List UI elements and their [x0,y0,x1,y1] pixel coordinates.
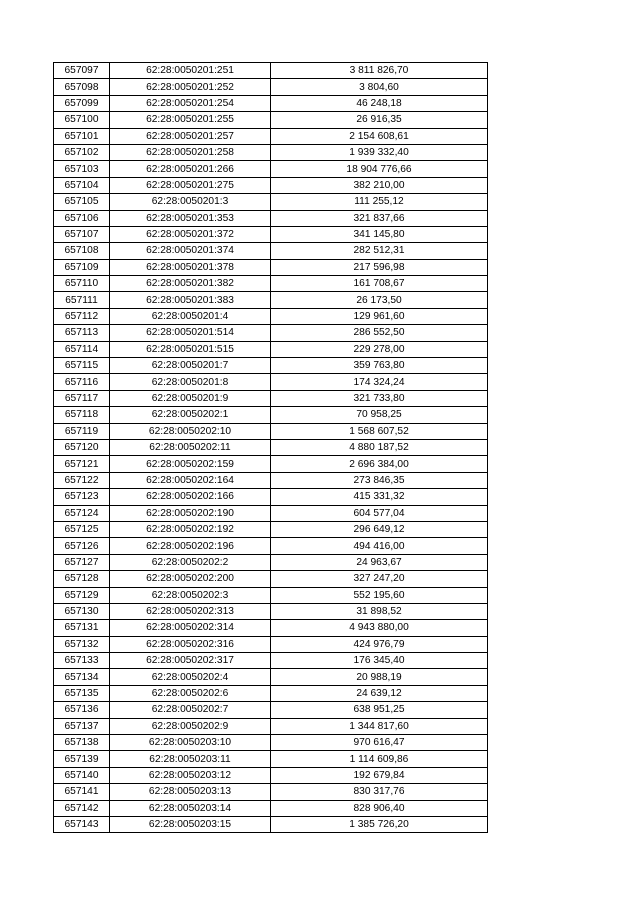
cadastral-number-cell: 62:28:0050203:12 [110,767,271,783]
table-row [54,669,488,685]
table-row [54,538,488,554]
cadastral-value-cell: 415 331,32 [271,489,488,505]
cadastral-value-cell: 321 733,80 [271,390,488,406]
cadastral-number-cell: 62:28:0050201:382 [110,276,271,292]
cadastral-value-cell: 70 958,25 [271,407,488,423]
cadastral-value-cell: 46 248,18 [271,95,488,111]
row-number-cell: 657099 [54,95,110,111]
cadastral-number-cell: 62:28:0050202:166 [110,489,271,505]
table-row [54,653,488,669]
row-number-cell: 657125 [54,521,110,537]
cadastral-number-cell: 62:28:0050201:372 [110,226,271,242]
row-number-cell: 657136 [54,702,110,718]
cadastral-value-cell: 327 247,20 [271,571,488,587]
cadastral-value-cell: 494 416,00 [271,538,488,554]
cadastral-number-cell: 62:28:0050202:316 [110,636,271,652]
row-number-cell: 657133 [54,653,110,669]
cadastral-value-cell: 2 154 608,61 [271,128,488,144]
table-row [54,521,488,537]
table-row [54,194,488,210]
cadastral-number-cell: 62:28:0050201:4 [110,308,271,324]
row-number-cell: 657105 [54,194,110,210]
row-number-cell: 657129 [54,587,110,603]
cadastral-number-cell: 62:28:0050201:254 [110,95,271,111]
cadastral-number-cell: 62:28:0050201:9 [110,390,271,406]
table-row [54,620,488,636]
cadastral-value-cell: 111 255,12 [271,194,488,210]
table-body [54,63,488,833]
row-number-cell: 657130 [54,603,110,619]
cadastral-number-cell: 62:28:0050201:275 [110,177,271,193]
table-row [54,735,488,751]
row-number-cell: 657097 [54,63,110,79]
cadastral-number-cell: 62:28:0050202:2 [110,554,271,570]
table-row [54,112,488,128]
cadastral-value-cell: 20 988,19 [271,669,488,685]
cadastral-number-cell: 62:28:0050202:3 [110,587,271,603]
cadastral-number-cell: 62:28:0050201:3 [110,194,271,210]
cadastral-number-cell: 62:28:0050203:10 [110,735,271,751]
table-row [54,571,488,587]
cadastral-number-cell: 62:28:0050203:15 [110,816,271,832]
table-row [54,292,488,308]
cadastral-value-cell: 1 568 607,52 [271,423,488,439]
cadastral-number-cell: 62:28:0050202:159 [110,456,271,472]
table-row [54,407,488,423]
row-number-cell: 657106 [54,210,110,226]
cadastral-value-cell: 828 906,40 [271,800,488,816]
cadastral-value-cell: 273 846,35 [271,472,488,488]
cadastral-value-cell: 24 639,12 [271,685,488,701]
cadastral-value-cell: 3 804,60 [271,79,488,95]
cadastral-value-cell: 1 939 332,40 [271,144,488,160]
table-row [54,390,488,406]
row-number-cell: 657141 [54,784,110,800]
cadastral-number-cell: 62:28:0050202:164 [110,472,271,488]
cadastral-number-cell: 62:28:0050202:4 [110,669,271,685]
cadastral-number-cell: 62:28:0050201:252 [110,79,271,95]
cadastral-value-cell: 296 649,12 [271,521,488,537]
cadastral-value-cell: 229 278,00 [271,341,488,357]
row-number-cell: 657116 [54,374,110,390]
cadastral-number-cell: 62:28:0050201:514 [110,325,271,341]
row-number-cell: 657124 [54,505,110,521]
row-number-cell: 657103 [54,161,110,177]
table-row [54,505,488,521]
table-row [54,718,488,734]
table-row [54,341,488,357]
cadastral-number-cell: 62:28:0050201:255 [110,112,271,128]
table-row [54,128,488,144]
cadastral-value-cell: 1 114 609,86 [271,751,488,767]
table-row [54,456,488,472]
row-number-cell: 657122 [54,472,110,488]
cadastral-value-cell: 3 811 826,70 [271,63,488,79]
table-row [54,95,488,111]
row-number-cell: 657098 [54,79,110,95]
row-number-cell: 657131 [54,620,110,636]
cadastral-value-cell: 970 616,47 [271,735,488,751]
cadastral-value-cell: 1 344 817,60 [271,718,488,734]
cadastral-number-cell: 62:28:0050201:8 [110,374,271,390]
row-number-cell: 657115 [54,358,110,374]
row-number-cell: 657107 [54,226,110,242]
cadastral-number-cell: 62:28:0050202:314 [110,620,271,636]
table-row [54,702,488,718]
cadastral-number-cell: 62:28:0050202:6 [110,685,271,701]
table-row [54,308,488,324]
cadastral-number-cell: 62:28:0050202:196 [110,538,271,554]
cadastral-value-cell: 830 317,76 [271,784,488,800]
cadastral-value-cell: 2 696 384,00 [271,456,488,472]
row-number-cell: 657119 [54,423,110,439]
row-number-cell: 657138 [54,735,110,751]
table-row [54,800,488,816]
table-row [54,259,488,275]
table-row [54,226,488,242]
cadastral-value-cell: 161 708,67 [271,276,488,292]
table-row [54,784,488,800]
table-row [54,161,488,177]
table-row [54,554,488,570]
table-row [54,243,488,259]
cadastral-number-cell: 62:28:0050202:1 [110,407,271,423]
table-row [54,439,488,455]
table-row [54,489,488,505]
row-number-cell: 657118 [54,407,110,423]
cadastral-value-cell: 341 145,80 [271,226,488,242]
cadastral-value-cell: 424 976,79 [271,636,488,652]
cadastral-value-cell: 217 596,98 [271,259,488,275]
cadastral-number-cell: 62:28:0050201:515 [110,341,271,357]
cadastral-value-cell: 638 951,25 [271,702,488,718]
cadastral-value-cell: 31 898,52 [271,603,488,619]
cadastral-value-cell: 26 916,35 [271,112,488,128]
cadastral-value-cell: 129 961,60 [271,308,488,324]
cadastral-value-cell: 1 385 726,20 [271,816,488,832]
cadastral-number-cell: 62:28:0050201:7 [110,358,271,374]
cadastral-number-cell: 62:28:0050202:313 [110,603,271,619]
cadastral-value-cell: 282 512,31 [271,243,488,259]
cadastral-value-cell: 176 345,40 [271,653,488,669]
row-number-cell: 657132 [54,636,110,652]
row-number-cell: 657110 [54,276,110,292]
table-row [54,325,488,341]
row-number-cell: 657127 [54,554,110,570]
cadastral-value-table [53,62,488,833]
row-number-cell: 657114 [54,341,110,357]
table-row [54,767,488,783]
table-row [54,358,488,374]
cadastral-value-cell: 552 195,60 [271,587,488,603]
cadastral-number-cell: 62:28:0050202:192 [110,521,271,537]
table-row [54,177,488,193]
cadastral-number-cell: 62:28:0050202:9 [110,718,271,734]
cadastral-value-cell: 18 904 776,66 [271,161,488,177]
cadastral-value-cell: 4 943 880,00 [271,620,488,636]
table-row [54,472,488,488]
table-row [54,685,488,701]
cadastral-value-cell: 26 173,50 [271,292,488,308]
row-number-cell: 657121 [54,456,110,472]
row-number-cell: 657117 [54,390,110,406]
row-number-cell: 657140 [54,767,110,783]
row-number-cell: 657101 [54,128,110,144]
row-number-cell: 657143 [54,816,110,832]
table-row [54,374,488,390]
row-number-cell: 657112 [54,308,110,324]
cadastral-number-cell: 62:28:0050201:257 [110,128,271,144]
cadastral-number-cell: 62:28:0050202:7 [110,702,271,718]
cadastral-number-cell: 62:28:0050202:190 [110,505,271,521]
cadastral-value-cell: 286 552,50 [271,325,488,341]
cadastral-value-cell: 4 880 187,52 [271,439,488,455]
row-number-cell: 657111 [54,292,110,308]
row-number-cell: 657126 [54,538,110,554]
row-number-cell: 657139 [54,751,110,767]
row-number-cell: 657134 [54,669,110,685]
cadastral-number-cell: 62:28:0050201:266 [110,161,271,177]
table-row [54,276,488,292]
cadastral-number-cell: 62:28:0050202:317 [110,653,271,669]
cadastral-number-cell: 62:28:0050201:258 [110,144,271,160]
cadastral-number-cell: 62:28:0050203:11 [110,751,271,767]
row-number-cell: 657113 [54,325,110,341]
table-row [54,79,488,95]
row-number-cell: 657142 [54,800,110,816]
cadastral-number-cell: 62:28:0050201:251 [110,63,271,79]
cadastral-value-cell: 174 324,24 [271,374,488,390]
cadastral-number-cell: 62:28:0050201:383 [110,292,271,308]
cadastral-value-cell: 321 837,66 [271,210,488,226]
table-row [54,636,488,652]
cadastral-number-cell: 62:28:0050202:10 [110,423,271,439]
cadastral-value-cell: 24 963,67 [271,554,488,570]
row-number-cell: 657120 [54,439,110,455]
cadastral-number-cell: 62:28:0050202:11 [110,439,271,455]
row-number-cell: 657135 [54,685,110,701]
row-number-cell: 657102 [54,144,110,160]
row-number-cell: 657109 [54,259,110,275]
table-row [54,603,488,619]
table-row [54,751,488,767]
row-number-cell: 657108 [54,243,110,259]
table-row [54,587,488,603]
row-number-cell: 657100 [54,112,110,128]
cadastral-value-cell: 382 210,00 [271,177,488,193]
cadastral-number-cell: 62:28:0050201:353 [110,210,271,226]
table-row [54,210,488,226]
cadastral-number-cell: 62:28:0050203:14 [110,800,271,816]
table-row [54,63,488,79]
table-row [54,144,488,160]
cadastral-value-cell: 192 679,84 [271,767,488,783]
cadastral-value-cell: 604 577,04 [271,505,488,521]
cadastral-number-cell: 62:28:0050201:374 [110,243,271,259]
table-row [54,423,488,439]
cadastral-number-cell: 62:28:0050203:13 [110,784,271,800]
cadastral-number-cell: 62:28:0050202:200 [110,571,271,587]
row-number-cell: 657128 [54,571,110,587]
row-number-cell: 657137 [54,718,110,734]
row-number-cell: 657123 [54,489,110,505]
table-row [54,816,488,832]
row-number-cell: 657104 [54,177,110,193]
cadastral-number-cell: 62:28:0050201:378 [110,259,271,275]
cadastral-value-cell: 359 763,80 [271,358,488,374]
